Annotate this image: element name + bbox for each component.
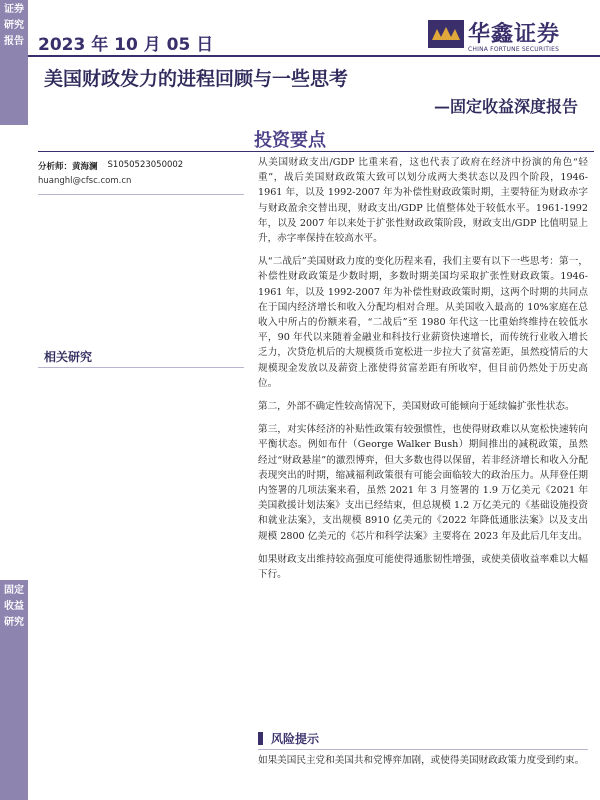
report-title: 美国财政发力的进程回顾与一些思考 — [44, 68, 349, 90]
logo-name: 华鑫证券 — [468, 22, 561, 47]
related-research-divider — [38, 367, 244, 368]
logo-mark-icon — [428, 20, 464, 48]
risk-title: 风险提示 — [271, 732, 320, 746]
analyst-license: S1050523050002 — [107, 160, 184, 170]
logo-english-name: CHINA FORTUNE SECURITIES — [468, 46, 560, 53]
header-divider — [28, 55, 600, 57]
summary-paragraph: 如果财政支出维持较高强度可能使得通胀韧性增强，或使美债收益率难以大幅下行。 — [258, 553, 588, 581]
analyst-divider — [38, 194, 244, 195]
section-divider — [38, 151, 594, 152]
summary-paragraph: 从“二战后”美国财政力度的变化历程来看，我们主要有以下一些思考：第一，补偿性财政政策是少数时期，多数时期美国均采取扩张性财政政策。1946-1961 年，以及 1992-2007 年为补偿性财政政策时期，这两个时期的共同点在于国内经济增长和收入分配均相对合理。从美国收入最高的 10%家庭在总收入中所占的份额来看，“二战后”至 1980 年代这一比重始终维持在较低水平，90 年代以来随着金融业和科技行业薪资快速增长，而传统行业收入增长乏力，次贷危机后的大规模货币宽松进一步拉大了贫富差距，虽然疫情后的大规模现金发放以及薪资上涨使得贫富差距有所收窄，但目前仍然处于历史高位。 — [258, 256, 588, 389]
sidebar-top-label: 证券研究报告 — [4, 4, 24, 47]
company-logo — [428, 16, 588, 56]
sidebar-bottom-label: 固定收益研究 — [4, 585, 24, 628]
report-date: 2023 年 10 月 05 日 — [38, 35, 214, 55]
analyst-panel — [38, 160, 244, 195]
risk-divider — [258, 749, 588, 750]
risk-text: 如果美国民主党和美国共和党博弈加剧，或使得美国财政政策力度受到约束。 — [258, 755, 585, 766]
summary-body — [258, 155, 588, 590]
risk-heading — [258, 730, 319, 747]
report-subtitle: —固定收益深度报告 — [433, 97, 578, 116]
summary-paragraph: 第三，对实体经济的补贴性政策有较强惯性，也使得财政难以从宽松快速转向平衡状态。例如布什（George Walker Bush）期间推出的减税政策，虽然经过“财政悬崖”的激烈博弈，但大多数也得以保留，若非经济增长和收入分配表现突出的时期，缩减福利政策很有可能会面临较大的政治压力。从拜登任期内签署的几项法案来看，虽然 2021 年 3 月签署的 1.9 万亿美元《2021 年美国救援计划法案》支出已经结束，但总规模 1.2 万亿美元的《基础设施投资和就业法案》，支出规模 8910 亿美元的《2022 年降低通胀法案》以及支出规模 2800 亿美元的《芯片和科学法案》主要将在 2023 年及此后几年支出。 — [258, 424, 588, 542]
analyst-name: 分析师：黄海澜 — [38, 162, 98, 172]
analyst-email[interactable]: huanghl@cfsc.com.cn — [38, 176, 132, 186]
summary-paragraph: 从美国财政支出/GDP 比重来看，这也代表了政府在经济中扮演的角色“轻重”，战后美国财政政策大致可以划分成两大类状态以及四个阶段，1946-1961 年，以及 1992-2007 年为补偿性财政政策时期，主要特征为财政赤字与财政盈余交替出现，财政支出/GDP 比值整体处于较低水平。1961-1992 年，以及 2007 年以来处于扩张性财政政策阶段，财政支出/GDP 比值明显上升，赤字率保持在较高水平。 — [258, 157, 588, 245]
section-title: 投资要点 — [254, 130, 326, 151]
summary-paragraph: 第二，外部不确定性较高情况下，美国财政可能倾向于延续偏扩张性状态。 — [258, 401, 575, 413]
related-research-title: 相关研究 — [44, 350, 93, 364]
risk-marker-icon — [258, 732, 263, 745]
